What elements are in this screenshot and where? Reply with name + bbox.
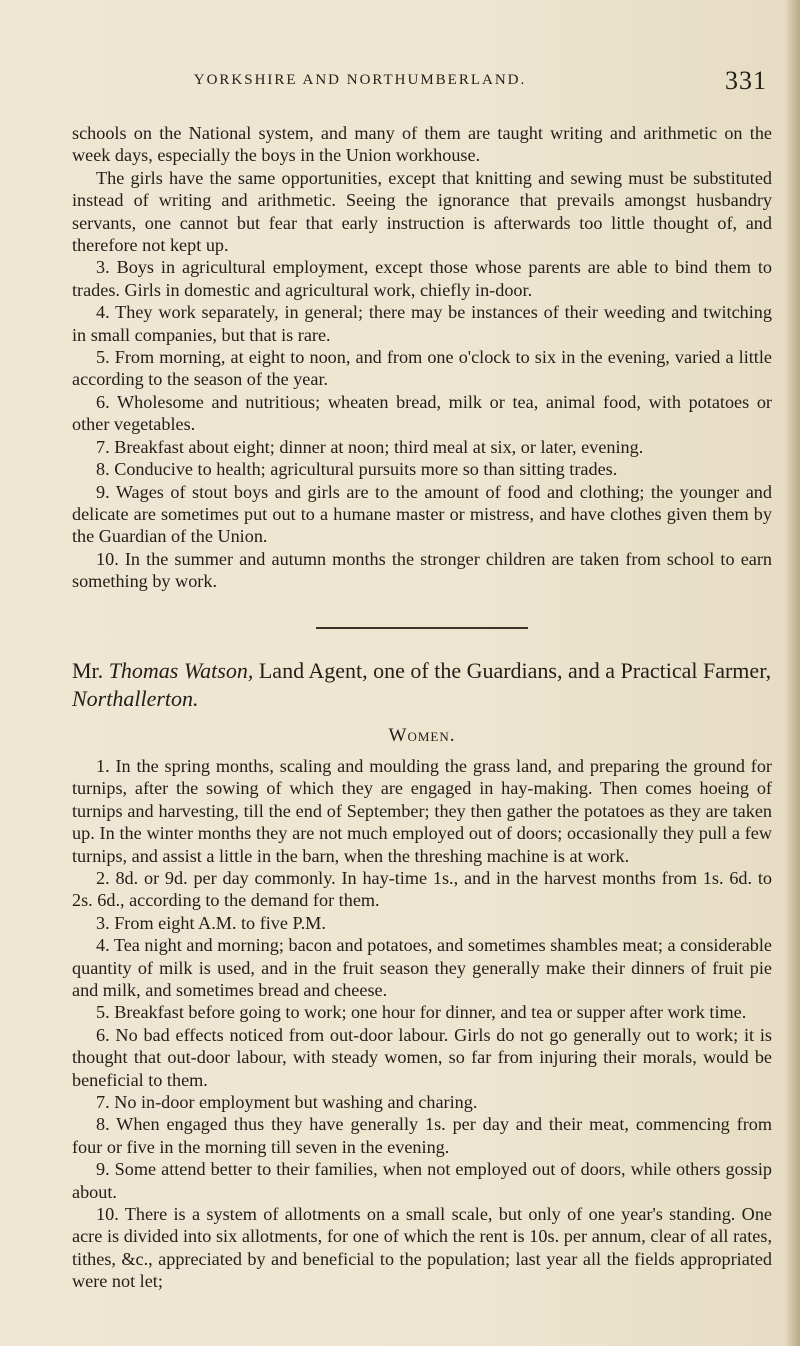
witness-heading — [72, 657, 772, 713]
answer-5: 5. From morning, at eight to noon, and from one o'clock to six in the evening, varied a little according to the season of the year. — [72, 347, 772, 390]
paragraph-continuation: schools on the National system, and many of them are taught writing and arithmetic on the week days, especially the boys in the Union workhouse. — [72, 123, 772, 166]
witness-name: Thomas Watson, — [108, 657, 254, 683]
running-head: YORKSHIRE AND NORTHUMBERLAND. — [193, 72, 527, 88]
answer-10: 10. In the summer and autumn months the stronger children are taken from school to earn something by work. — [72, 548, 772, 592]
women-answer-10: 10. There is a system of allotments on a small scale, but only of one year's standing. One acre is divided into six allotments, for one of which the rent is 10s. per annum, clear of all rates, tithes, &c., appreciated by and beneficial to the population; last year all the fields appropriated were not let; — [72, 1204, 772, 1292]
section-subheading: Women. — [388, 724, 456, 746]
paragraph: The girls have the same opportunities, except that knitting and sewing must be substituted instead of writing and arithmetic. Seeing the ignorance that prevails amongst husbandry servants, one cannot but fear that early instruction is afterwards too little thought of, and therefore not kept up. — [72, 167, 772, 256]
answer-3: 3. Boys in agricultural employment, except those whose parents are able to bind them to trades. Girls in domestic and agricultural work, chiefly in-door. — [72, 257, 772, 300]
women-answer-7: 7. No in-door employment but washing and charing. — [96, 1092, 478, 1113]
women-answer-2: 2. 8d. or 9d. per day commonly. In hay-time 1s., and in the harvest months from 1s. 6d. to 2s. 6d., according to the demand for them. — [72, 867, 772, 911]
women-answer-8: 8. When engaged thus they have generally 1s. per day and their meat, commencing from four or five in the morning till seven in the evening. — [72, 1114, 772, 1157]
page-edge — [786, 0, 800, 1346]
women-answer-6: 6. No bad effects noticed from out-door labour. Girls do not go generally out to work; it is thought that out-door labour, with steady women, so far from injuring their morals, would be beneficial to them. — [72, 1024, 772, 1090]
answer-8: 8. Conducive to health; agricultural pursuits more so than sitting trades. — [96, 459, 618, 480]
heading-prefix: Mr. — [72, 657, 109, 683]
women-answer-9: 9. Some attend better to their families, when not employed out of doors, while others gossip about. — [72, 1159, 772, 1202]
women-answer-5: 5. Breakfast before going to work; one hour for dinner, and tea or supper after work time. — [96, 1002, 747, 1023]
women-answer-1: 1. In the spring months, scaling and moulding the grass land, and preparing the ground for turnips, after the sowing of which they are engaged in hay-making. Then comes hoeing of turnips and harvesting, till the end of September; they then gather the potatoes as they are taken up. In the winter months they are not much employed out of doors; occasionally they pull a few turnips, and assist a little in the barn, when the threshing machine is at work. — [72, 755, 772, 866]
answer-7: 7. Breakfast about eight; dinner at noon; third meal at six, or later, evening. — [96, 436, 644, 457]
women-answer-4: 4. Tea night and morning; bacon and potatoes, and sometimes shambles meat; a considerable quantity of milk is used, and in the fruit season they generally make their dinners of fruit pie and milk, and sometimes bread and cheese. — [72, 935, 772, 1000]
women-answer-3: 3. From eight A.M. to five P.M. — [96, 912, 326, 933]
answer-6: 6. Wholesome and nutritious; wheaten bread, milk or tea, animal food, with potatoes or other vegetables. — [72, 391, 772, 435]
witness-description: Land Agent, one of the Guardians, and a Practical Farmer, — [253, 657, 772, 683]
page-number: 331 — [725, 66, 767, 95]
witness-place: Northallerton. — [72, 685, 199, 711]
answer-9: 9. Wages of stout boys and girls are to the amount of food and clothing; the younger and delicate are sometimes put out to a humane master or mistress, and have clothes given them by the Guardian of the Union. — [72, 481, 772, 547]
answer-4: 4. They work separately, in general; there may be instances of their weeding and twitching in small companies, but that is rare. — [72, 302, 772, 345]
body-text — [72, 122, 772, 1293]
section-divider — [316, 627, 528, 629]
